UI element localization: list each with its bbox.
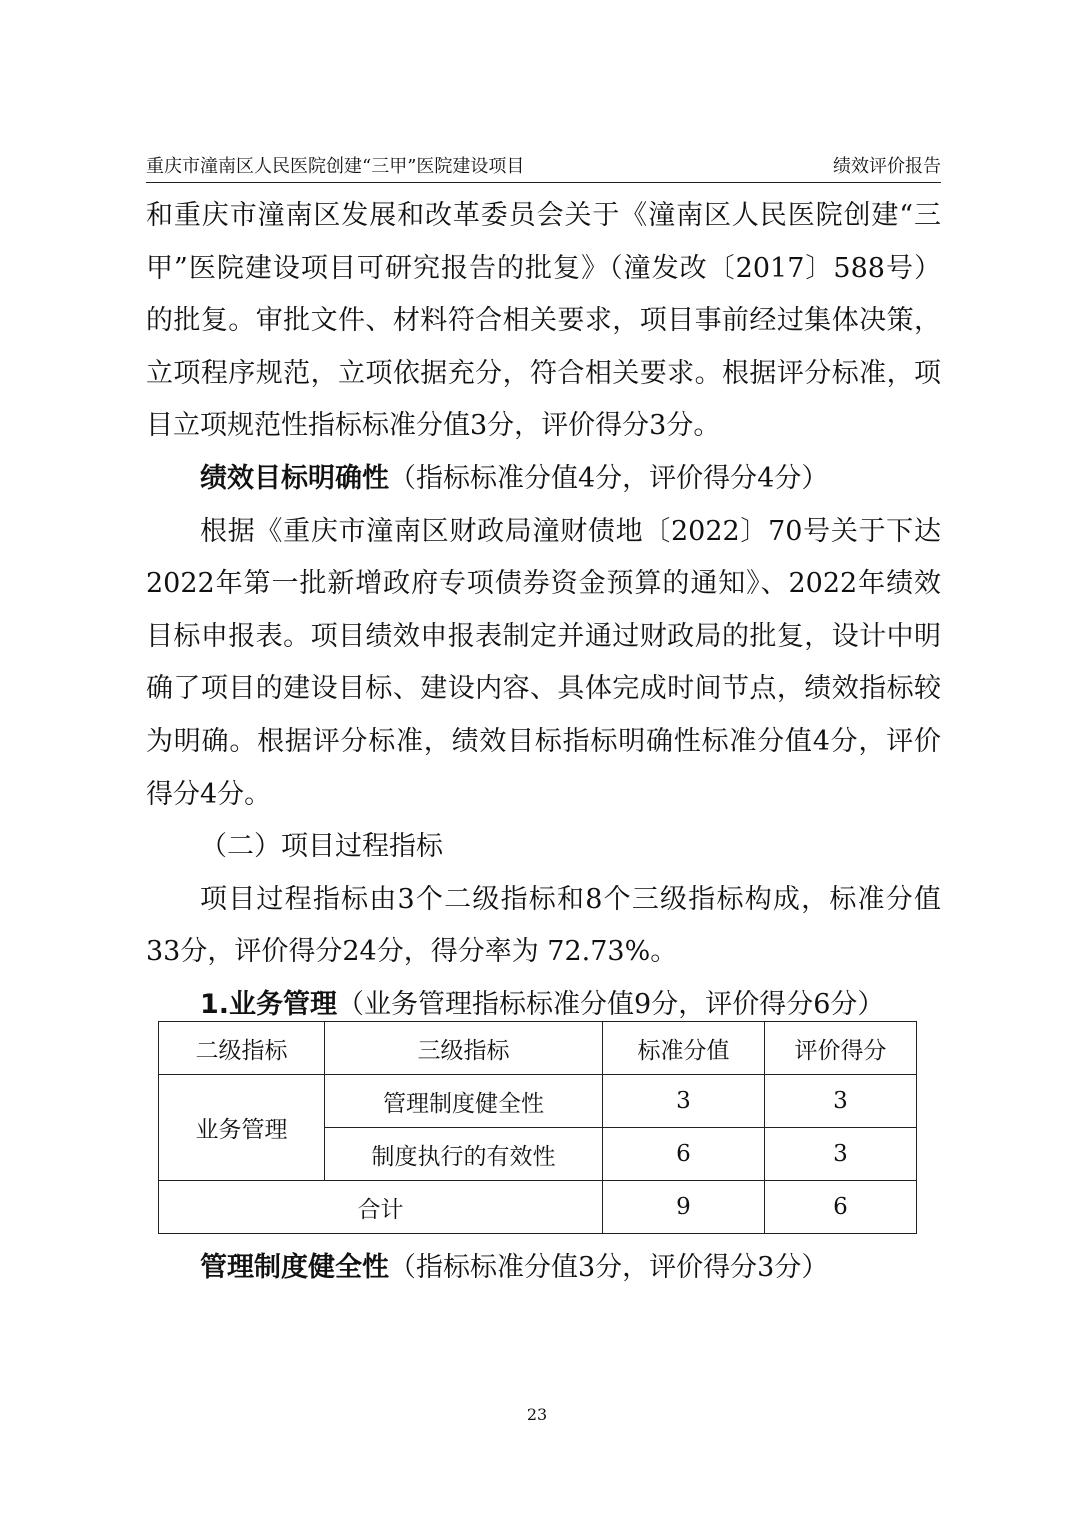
heading-goal-clarity-title: 绩效目标明确性: [200, 462, 389, 494]
total-score-cell: 6: [764, 1181, 916, 1234]
heading-management-system: [146, 1242, 941, 1295]
heading-goal-clarity: [146, 453, 941, 506]
paragraph-goal-basis: 根据《重庆市潼南区财政局潼财债地〔2022〕70号关于下达2022年第一批新增政府专项债券资金预算的通知》、2022年绩效目标申报表。项目绩效申报表制定并通过财政局的批复，设计中明确了项目的建设目标、建设内容、具体完成时间节点，绩效指标较为明确。根据评分标准，绩效目标指标明确性标准分值4分，评价得分4分。: [146, 515, 941, 810]
main-text-upper: [146, 190, 941, 1032]
heading-management-system-title: 管理制度健全性: [200, 1252, 389, 1283]
paragraph-approval: 和重庆市潼南区发展和改革委员会关于《潼南区人民医院创建“三甲”医院建设项目可研究报告的批复》（潼发改〔2017〕588号）的批复。审批文件、材料符合相关要求，项目事前经过集体决策，立项程序规范，立项依据充分，符合相关要求。根据评分标准，项目立项规范性指标标准分值3分，评价得分3分。: [146, 200, 941, 442]
header-standard-score: 标准分值: [603, 1022, 765, 1075]
item-cell: 管理制度健全性: [324, 1075, 602, 1128]
score-cell: 3: [764, 1128, 916, 1181]
header-level2: 二级指标: [159, 1022, 325, 1075]
header-project-title: 重庆市潼南区人民医院创建“三甲”医院建设项目: [146, 156, 525, 177]
header-evaluation-score: 评价得分: [764, 1022, 916, 1075]
header-report-title: 绩效评价报告: [833, 156, 941, 177]
main-text-lower: [146, 1242, 941, 1295]
page-header: [146, 150, 941, 183]
heading-business-management-detail: （业务管理指标标准分值9分，评价得分6分）: [337, 988, 885, 1020]
item-cell: 制度执行的有效性: [324, 1128, 602, 1181]
business-management-table: [158, 1021, 917, 1234]
paragraph-process-summary: 项目过程指标由3个二级指标和8个三级指标构成，标准分值33分，评价得分24分，得分率为 72.73%。: [146, 883, 941, 968]
header-level3: 三级指标: [324, 1022, 602, 1075]
heading-management-system-detail: （指标标准分值3分，评价得分3分）: [389, 1252, 829, 1283]
section-heading-process: （二）项目过程指标: [200, 831, 443, 863]
page-number: 23: [526, 1405, 548, 1424]
group-cell: 业务管理: [159, 1075, 325, 1181]
total-label-cell: 合计: [159, 1181, 603, 1234]
heading-business-management-title: 1.业务管理: [200, 988, 338, 1020]
total-standard-cell: 9: [603, 1181, 765, 1234]
standard-cell: 3: [603, 1075, 765, 1128]
table-header-row: [159, 1022, 917, 1075]
standard-cell: 6: [603, 1128, 765, 1181]
score-cell: 3: [764, 1075, 916, 1128]
table-total-row: [159, 1181, 917, 1234]
table-row: [159, 1075, 917, 1128]
heading-goal-clarity-detail: （指标标准分值4分，评价得分4分）: [389, 462, 829, 494]
